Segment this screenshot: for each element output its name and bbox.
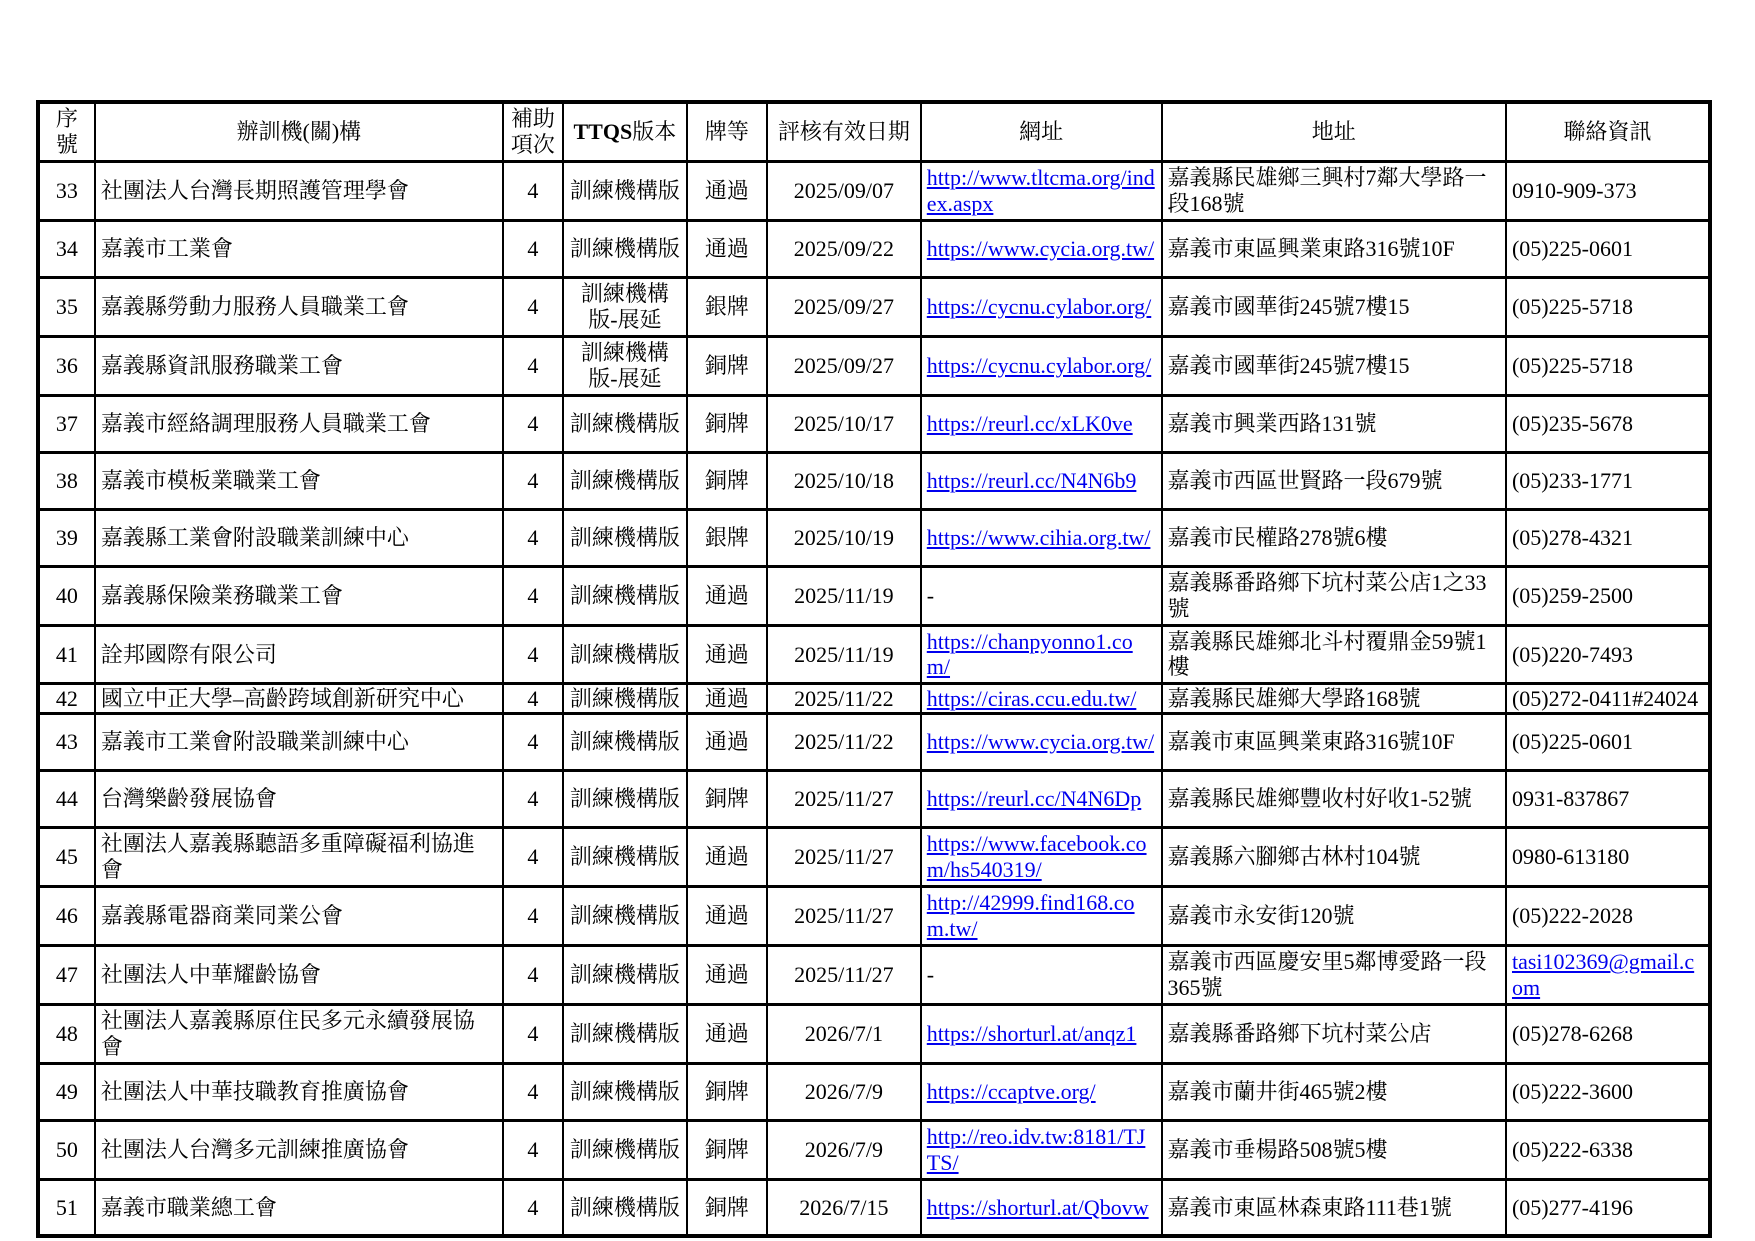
subsidy-count: 4: [503, 161, 563, 220]
address: 嘉義市蘭井街465號2樓: [1162, 1064, 1506, 1121]
website-link[interactable]: https://shorturl.at/anqz1: [926, 1021, 1137, 1047]
header-medal-level: 牌等: [687, 102, 767, 161]
website-link[interactable]: https://www.cycia.org.tw/: [926, 729, 1155, 755]
address: 嘉義市東區林森東路111巷1號: [1162, 1179, 1506, 1236]
ttqs-version: 訓練機構版: [563, 566, 687, 625]
contact-text: (05)225-0601: [1511, 235, 1633, 261]
valid-date: 2025/09/07: [767, 161, 921, 220]
valid-date: 2025/11/22: [767, 684, 921, 714]
website-cell: [921, 336, 1162, 395]
contact-cell: [1506, 395, 1710, 452]
website-cell: [921, 1179, 1162, 1236]
serial-number: 33: [38, 161, 95, 220]
header-organization: 辦訓機(關)構: [95, 102, 503, 161]
serial-number: 40: [38, 566, 95, 625]
website-link[interactable]: http://reo.idv.tw:8181/TJTS/: [926, 1124, 1146, 1176]
organization-name: 國立中正大學–高齡跨域創新研究中心: [95, 684, 503, 714]
website-cell: [921, 452, 1162, 509]
medal-level: 銀牌: [687, 509, 767, 566]
header-subsidy-line1: 補助: [510, 106, 555, 131]
header-serial-number: 序號: [38, 102, 95, 161]
website-cell: [921, 1005, 1162, 1064]
organization-name: 嘉義市工業會: [95, 220, 503, 277]
medal-level: 銅牌: [687, 336, 767, 395]
ttqs-version: 訓練機構版: [563, 509, 687, 566]
contact-text: (05)235-5678: [1511, 410, 1633, 436]
address: 嘉義市東區興業東路316號10F: [1162, 220, 1506, 277]
website-cell: [921, 395, 1162, 452]
serial-number: 46: [38, 887, 95, 946]
contact-cell: [1506, 452, 1710, 509]
address: 嘉義市國華街245號7樓15: [1162, 336, 1506, 395]
header-contact-info: 聯絡資訊: [1506, 102, 1710, 161]
website-link[interactable]: https://shorturl.at/Qbovw: [926, 1194, 1149, 1220]
organization-name: 社團法人中華技職教育推廣協會: [95, 1064, 503, 1121]
website-cell: [921, 509, 1162, 566]
ttqs-version: 訓練機構版: [563, 1005, 687, 1064]
organization-name: 社團法人中華耀齡協會: [95, 946, 503, 1005]
address: 嘉義縣民雄鄉三興村7鄰大學路一段168號: [1162, 161, 1506, 220]
table-row: [38, 277, 1710, 336]
website-link[interactable]: https://reurl.cc/xLK0ve: [926, 410, 1133, 436]
website-cell: [921, 1064, 1162, 1121]
subsidy-count: 4: [503, 1064, 563, 1121]
ttqs-version: 訓練機構版: [563, 828, 687, 887]
serial-number: 36: [38, 336, 95, 395]
contact-text: (05)277-4196: [1511, 1194, 1633, 1220]
organization-name: 嘉義市模板業職業工會: [95, 452, 503, 509]
contact-cell: [1506, 1179, 1710, 1236]
contact-cell: [1506, 946, 1710, 1005]
website-cell: [921, 277, 1162, 336]
contact-text: (05)278-4321: [1511, 524, 1633, 550]
header-ttqs-zh: 版本: [632, 118, 677, 144]
organization-name: 嘉義縣資訊服務職業工會: [95, 336, 503, 395]
valid-date: 2025/09/27: [767, 336, 921, 395]
medal-level: 通過: [687, 161, 767, 220]
contact-text: (05)278-6268: [1511, 1021, 1633, 1047]
website-link[interactable]: https://ciras.ccu.edu.tw/: [926, 685, 1137, 711]
website-cell: [921, 1121, 1162, 1180]
contact-text: (05)222-2028: [1511, 903, 1633, 929]
contact-text: (05)222-3600: [1511, 1079, 1633, 1105]
website-link[interactable]: https://cycnu.cylabor.org/: [926, 352, 1152, 378]
table-row: [38, 1005, 1710, 1064]
ttqs-version: 訓練機構版: [563, 887, 687, 946]
table-row: [38, 946, 1710, 1005]
valid-date: 2026/7/15: [767, 1179, 921, 1236]
website-cell: [921, 771, 1162, 828]
address: 嘉義縣番路鄉下坑村菜公店1之33號: [1162, 566, 1506, 625]
organization-name: 嘉義縣工業會附設職業訓練中心: [95, 509, 503, 566]
website-link[interactable]: https://ccaptve.org/: [926, 1079, 1096, 1105]
medal-level: 通過: [687, 1005, 767, 1064]
table-row: [38, 336, 1710, 395]
subsidy-count: 4: [503, 771, 563, 828]
valid-date: 2025/11/19: [767, 625, 921, 684]
organization-name: 嘉義縣保險業務職業工會: [95, 566, 503, 625]
subsidy-count: 4: [503, 395, 563, 452]
table-row: [38, 395, 1710, 452]
subsidy-count: 4: [503, 946, 563, 1005]
contact-text: (05)272-0411#24024: [1511, 685, 1699, 711]
ttqs-version: 訓練機構版-展延: [563, 277, 687, 336]
website-link[interactable]: https://chanpyonno1.com/: [926, 628, 1133, 680]
table-row: [38, 566, 1710, 625]
subsidy-count: 4: [503, 625, 563, 684]
table-row: [38, 1064, 1710, 1121]
ttqs-version: 訓練機構版: [563, 1121, 687, 1180]
website-cell: [921, 946, 1162, 1005]
ttqs-version: 訓練機構版: [563, 395, 687, 452]
contact-text: (05)225-5718: [1511, 352, 1633, 378]
organization-name: 社團法人台灣長期照護管理學會: [95, 161, 503, 220]
ttqs-version: 訓練機構版: [563, 625, 687, 684]
address: 嘉義市東區興業東路316號10F: [1162, 714, 1506, 771]
header-valid-date: 評核有效日期: [767, 102, 921, 161]
serial-number: 37: [38, 395, 95, 452]
valid-date: 2025/10/17: [767, 395, 921, 452]
serial-number: 50: [38, 1121, 95, 1180]
address: 嘉義市民權路278號6樓: [1162, 509, 1506, 566]
address: 嘉義市垂楊路508號5樓: [1162, 1121, 1506, 1180]
ttqs-version: 訓練機構版: [563, 771, 687, 828]
website-link[interactable]: http://42999.find168.com.tw/: [926, 890, 1135, 942]
serial-number: 34: [38, 220, 95, 277]
website-link[interactable]: https://www.cihia.org.tw/: [926, 524, 1151, 550]
serial-number: 51: [38, 1179, 95, 1236]
valid-date: 2025/11/27: [767, 887, 921, 946]
address: 嘉義縣民雄鄉大學路168號: [1162, 684, 1506, 714]
contact-text: (05)259-2500: [1511, 582, 1633, 608]
address: 嘉義市永安街120號: [1162, 887, 1506, 946]
medal-level: 通過: [687, 887, 767, 946]
table-row: [38, 220, 1710, 277]
medal-level: 銅牌: [687, 771, 767, 828]
contact-text: 0910-909-373: [1511, 177, 1637, 203]
medal-level: 通過: [687, 946, 767, 1005]
serial-number: 43: [38, 714, 95, 771]
subsidy-count: 4: [503, 1121, 563, 1180]
website-link[interactable]: https://reurl.cc/N4N6Dp: [926, 786, 1142, 812]
contact-text: (05)225-5718: [1511, 293, 1633, 319]
organization-name: 社團法人嘉義縣原住民多元永續發展協會: [95, 1005, 503, 1064]
organization-name: 社團法人嘉義縣聽語多重障礙福利協進會: [95, 828, 503, 887]
address: 嘉義縣民雄鄉北斗村覆鼎金59號1樓: [1162, 625, 1506, 684]
medal-level: 通過: [687, 714, 767, 771]
table-row: [38, 161, 1710, 220]
organization-name: 台灣樂齡發展協會: [95, 771, 503, 828]
contact-cell: [1506, 1005, 1710, 1064]
serial-number: 47: [38, 946, 95, 1005]
subsidy-count: 4: [503, 684, 563, 714]
header-subsidy-line2: 項次: [510, 131, 555, 157]
subsidy-count: 4: [503, 714, 563, 771]
header-ttqs-en: TTQS: [573, 118, 633, 144]
organization-name: 嘉義縣電器商業同業公會: [95, 887, 503, 946]
website-link[interactable]: https://cycnu.cylabor.org/: [926, 293, 1152, 319]
header-ttqs-version: [563, 102, 687, 161]
website-link[interactable]: https://www.cycia.org.tw/: [926, 235, 1155, 261]
medal-level: 銅牌: [687, 1121, 767, 1180]
website-cell: [921, 566, 1162, 625]
organization-name: 社團法人台灣多元訓練推廣協會: [95, 1121, 503, 1180]
contact-cell: [1506, 277, 1710, 336]
contact-text: (05)225-0601: [1511, 729, 1633, 755]
address: 嘉義縣六腳鄉古林村104號: [1162, 828, 1506, 887]
contact-email-link[interactable]: tasi102369@gmail.com: [1511, 949, 1695, 1001]
contact-cell: [1506, 714, 1710, 771]
medal-level: 銅牌: [687, 452, 767, 509]
subsidy-count: 4: [503, 336, 563, 395]
ttqs-version: 訓練機構版: [563, 946, 687, 1005]
serial-number: 41: [38, 625, 95, 684]
ttqs-version: 訓練機構版: [563, 714, 687, 771]
header-address: 地址: [1162, 102, 1506, 161]
subsidy-count: 4: [503, 887, 563, 946]
contact-cell: [1506, 566, 1710, 625]
table-row: [38, 1179, 1710, 1236]
table-row: [38, 887, 1710, 946]
website-empty: -: [926, 962, 935, 988]
contact-text: 0931-837867: [1511, 786, 1630, 812]
valid-date: 2025/11/27: [767, 946, 921, 1005]
medal-level: 通過: [687, 220, 767, 277]
website-cell: [921, 828, 1162, 887]
subsidy-count: 4: [503, 452, 563, 509]
medal-level: 通過: [687, 828, 767, 887]
website-cell: [921, 625, 1162, 684]
valid-date: 2026/7/9: [767, 1064, 921, 1121]
ttqs-version: 訓練機構版: [563, 1179, 687, 1236]
address: 嘉義市西區慶安里5鄰博愛路一段365號: [1162, 946, 1506, 1005]
website-empty: -: [926, 582, 935, 608]
serial-number: 42: [38, 684, 95, 714]
subsidy-count: 4: [503, 1179, 563, 1236]
address: 嘉義市西區世賢路一段679號: [1162, 452, 1506, 509]
contact-text: (05)220-7493: [1511, 641, 1633, 667]
contact-cell: [1506, 220, 1710, 277]
medal-level: 銅牌: [687, 1064, 767, 1121]
header-website: 網址: [921, 102, 1162, 161]
serial-number: 39: [38, 509, 95, 566]
valid-date: 2025/11/27: [767, 771, 921, 828]
contact-cell: [1506, 771, 1710, 828]
ttqs-version: 訓練機構版: [563, 161, 687, 220]
header-row: [38, 102, 1710, 161]
table-row: [38, 714, 1710, 771]
ttqs-version: 訓練機構版-展延: [563, 336, 687, 395]
contact-cell: [1506, 509, 1710, 566]
contact-cell: [1506, 625, 1710, 684]
organization-name: 嘉義市經絡調理服務人員職業工會: [95, 395, 503, 452]
address: 嘉義縣番路鄉下坑村菜公店: [1162, 1005, 1506, 1064]
website-cell: [921, 714, 1162, 771]
medal-level: 通過: [687, 684, 767, 714]
address: 嘉義市興業西路131號: [1162, 395, 1506, 452]
contact-cell: [1506, 828, 1710, 887]
website-link[interactable]: http://www.tltcma.org/index.aspx: [926, 164, 1155, 216]
contact-cell: [1506, 1064, 1710, 1121]
valid-date: 2025/11/22: [767, 714, 921, 771]
ttqs-institutions-table: [36, 100, 1712, 1238]
medal-level: 通過: [687, 625, 767, 684]
contact-cell: [1506, 684, 1710, 714]
subsidy-count: 4: [503, 828, 563, 887]
subsidy-count: 4: [503, 220, 563, 277]
subsidy-count: 4: [503, 277, 563, 336]
header-subsidy-items: [503, 102, 563, 161]
serial-number: 48: [38, 1005, 95, 1064]
medal-level: 銅牌: [687, 1179, 767, 1236]
serial-number: 45: [38, 828, 95, 887]
ttqs-version: 訓練機構版: [563, 220, 687, 277]
valid-date: 2026/7/1: [767, 1005, 921, 1064]
website-link[interactable]: https://www.facebook.com/hs540319/: [926, 831, 1147, 883]
medal-level: 通過: [687, 566, 767, 625]
valid-date: 2025/10/19: [767, 509, 921, 566]
organization-name: 詮邦國際有限公司: [95, 625, 503, 684]
contact-cell: [1506, 1121, 1710, 1180]
serial-number: 35: [38, 277, 95, 336]
contact-text: (05)233-1771: [1511, 467, 1633, 493]
table-row: [38, 771, 1710, 828]
subsidy-count: 4: [503, 1005, 563, 1064]
ttqs-version: 訓練機構版: [563, 452, 687, 509]
website-cell: [921, 887, 1162, 946]
contact-cell: [1506, 336, 1710, 395]
contact-text: 0980-613180: [1511, 844, 1630, 870]
serial-number: 49: [38, 1064, 95, 1121]
table-row: [38, 828, 1710, 887]
table-row: [38, 625, 1710, 684]
contact-cell: [1506, 161, 1710, 220]
valid-date: 2025/09/27: [767, 277, 921, 336]
valid-date: 2025/09/22: [767, 220, 921, 277]
serial-number: 38: [38, 452, 95, 509]
table-row: [38, 684, 1710, 714]
website-cell: [921, 220, 1162, 277]
address: 嘉義市國華街245號7樓15: [1162, 277, 1506, 336]
ttqs-version: 訓練機構版: [563, 1064, 687, 1121]
subsidy-count: 4: [503, 509, 563, 566]
valid-date: 2026/7/9: [767, 1121, 921, 1180]
serial-number: 44: [38, 771, 95, 828]
address: 嘉義縣民雄鄉豐收村好收1-52號: [1162, 771, 1506, 828]
website-cell: [921, 684, 1162, 714]
organization-name: 嘉義市工業會附設職業訓練中心: [95, 714, 503, 771]
valid-date: 2025/10/18: [767, 452, 921, 509]
table-row: [38, 509, 1710, 566]
medal-level: 銅牌: [687, 395, 767, 452]
valid-date: 2025/11/19: [767, 566, 921, 625]
organization-name: 嘉義市職業總工會: [95, 1179, 503, 1236]
website-link[interactable]: https://reurl.cc/N4N6b9: [926, 467, 1137, 493]
website-cell: [921, 161, 1162, 220]
contact-text: (05)222-6338: [1511, 1137, 1633, 1163]
organization-name: 嘉義縣勞動力服務人員職業工會: [95, 277, 503, 336]
ttqs-version: 訓練機構版: [563, 684, 687, 714]
medal-level: 銀牌: [687, 277, 767, 336]
subsidy-count: 4: [503, 566, 563, 625]
contact-cell: [1506, 887, 1710, 946]
table-row: [38, 1121, 1710, 1180]
valid-date: 2025/11/27: [767, 828, 921, 887]
table-row: [38, 452, 1710, 509]
